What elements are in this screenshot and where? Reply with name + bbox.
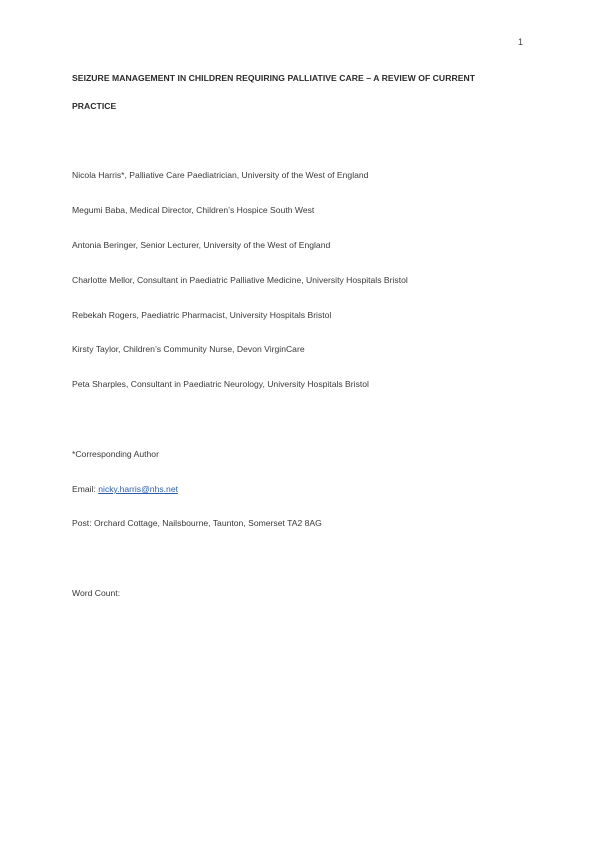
- email-link[interactable]: nicky.harris@nhs.net: [98, 484, 178, 494]
- author-line: Nicola Harris*, Palliative Care Paediatrician, University of the West of England: [72, 170, 369, 180]
- author-line: Charlotte Mellor, Consultant in Paediatric Palliative Medicine, University Hospitals Bristol: [72, 275, 408, 285]
- word-count-label: Word Count:: [72, 588, 121, 598]
- title-line-2: PRACTICE: [72, 101, 117, 111]
- author-line: Rebekah Rogers, Paediatric Pharmacist, University Hospitals Bristol: [72, 310, 332, 320]
- title-line-1: SEIZURE MANAGEMENT IN CHILDREN REQUIRING PALLIATIVE CARE – A REVIEW OF CURRENT: [72, 73, 476, 83]
- author-line: Kirsty Taylor, Children’s Community Nurse, Devon VirginCare: [72, 344, 305, 354]
- email-label: Email:: [72, 484, 99, 494]
- author-line: Antonia Beringer, Senior Lecturer, University of the West of England: [72, 240, 331, 250]
- author-line: Megumi Baba, Medical Director, Children’s Hospice South West: [72, 205, 315, 215]
- email-line: [72, 484, 178, 494]
- postal-address: Post: Orchard Cottage, Nailsbourne, Taunton, Somerset TA2 8AG: [72, 518, 322, 528]
- page-number: 1: [517, 37, 523, 47]
- author-line: Peta Sharples, Consultant in Paediatric Neurology, University Hospitals Bristol: [72, 379, 369, 389]
- corresponding-author-note: *Corresponding Author: [72, 449, 159, 459]
